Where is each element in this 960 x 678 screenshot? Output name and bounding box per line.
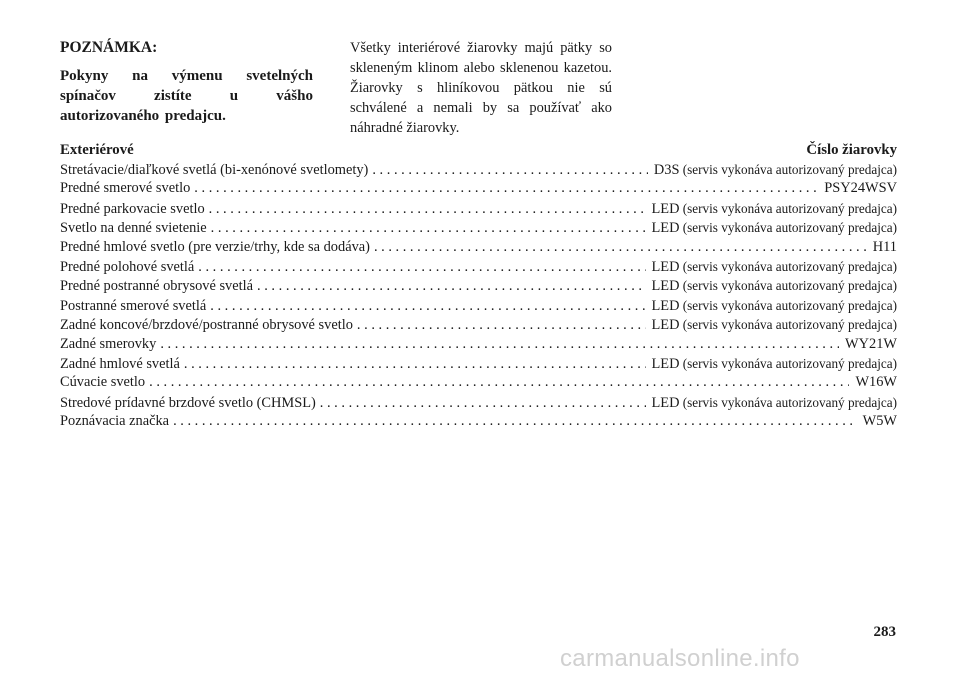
bulb-number-cell [652, 315, 898, 334]
bulb-number-cell [652, 276, 898, 295]
bulb-number-cell [863, 412, 897, 431]
dot-leader [211, 219, 646, 237]
service-note: (servis vykonáva autorizovaný predajca) [679, 297, 897, 313]
service-note: (servis vykonáva autorizovaný predajca) [679, 200, 897, 216]
service-note: (servis vykonáva autorizovaný predajca) [679, 258, 897, 274]
header-bulb-number: Číslo žiarovky [806, 142, 897, 158]
bulb-number: LED [651, 355, 680, 372]
dot-leader [173, 412, 857, 431]
table-row [60, 412, 897, 431]
bulb-location: Zadné hmlové svetlá [60, 355, 180, 372]
table-row [60, 315, 897, 334]
dot-leader [357, 316, 646, 334]
bulb-number: LED [651, 278, 680, 295]
bulb-location: Zadné smerovky [60, 335, 157, 352]
dot-leader [184, 355, 646, 373]
table-row [60, 276, 897, 295]
bulb-number-cell [855, 373, 897, 392]
dot-leader [210, 297, 645, 315]
table-row [60, 393, 897, 412]
bulb-number: W16W [855, 374, 897, 391]
bulb-number: LED [651, 258, 680, 275]
service-note: (servis vykonáva autorizovaný predajca) [679, 355, 897, 371]
service-note: (servis vykonáva autorizovaný predajca) [679, 220, 897, 236]
dot-leader [374, 238, 867, 257]
bulb-location: Stretávacie/diaľkové svetlá (bi-xenónové svetlomety) [60, 162, 369, 178]
note-box [60, 38, 313, 126]
bulb-number-cell [652, 218, 898, 237]
bulb-number: WY21W [845, 335, 897, 352]
bulb-number: LED [651, 297, 680, 314]
table-rows [60, 160, 897, 431]
bulb-location: Postranné smerové svetlá [60, 297, 207, 314]
bulb-number-cell [652, 257, 898, 276]
bulb-number: PSY24WSV [824, 180, 897, 197]
bulb-number: W5W [862, 413, 897, 430]
watermark: carmanualsonline.info [560, 645, 800, 672]
service-note: (servis vykonáva autorizovaný predajca) [679, 394, 897, 410]
page-number: 283 [873, 624, 896, 640]
table-row [60, 218, 897, 237]
table-row [60, 354, 897, 373]
table-header [60, 141, 897, 160]
bulb-location: Predné hmlové svetlo (pre verzie/trhy, kde sa dodáva) [60, 238, 370, 255]
dot-leader [194, 179, 818, 198]
bulb-location: Stredové prídavné brzdové svetlo (CHMSL) [60, 394, 316, 411]
table-row [60, 296, 897, 315]
bulb-number: LED [651, 317, 680, 334]
note-body: Pokyny na výmenu svetelných spínačov zistíte u vášho autorizovaného predajcu. [60, 68, 313, 124]
bulb-location: Predné polohové svetlá [60, 258, 195, 275]
dot-leader [209, 200, 646, 218]
bulb-number: LED [651, 220, 680, 237]
dot-leader [149, 373, 849, 392]
table-row [60, 373, 897, 392]
dot-leader [198, 258, 645, 276]
dot-leader [160, 335, 839, 354]
table-row [60, 179, 897, 198]
bulb-location: Predné postranné obrysové svetlá [60, 278, 254, 295]
table-row [60, 199, 897, 218]
bulb-number-cell [824, 179, 897, 198]
note-title: POZNÁMKA: [60, 39, 158, 56]
bulb-location: Predné smerové svetlo [60, 180, 191, 197]
bulb-number: H11 [872, 238, 897, 255]
dot-leader [320, 394, 646, 412]
bulb-number-cell [845, 335, 897, 354]
bulb-location: Predné parkovacie svetlo [60, 200, 205, 217]
dot-leader [257, 277, 645, 295]
table-row [60, 160, 897, 179]
bulb-number: LED [651, 394, 680, 411]
bulb-number: LED [651, 200, 680, 217]
bulb-number-cell [654, 160, 897, 179]
bulb-number-cell [652, 393, 898, 412]
bulb-number-cell [652, 296, 898, 315]
header-exterior: Exteriérové [60, 142, 134, 158]
service-note: (servis vykonáva autorizovaný predajca) [679, 317, 897, 333]
service-note: (servis vykonáva autorizovaný predajca) [679, 162, 897, 177]
bulb-number-cell [873, 238, 897, 257]
bulb-location: Svetlo na denné svietenie [60, 220, 207, 237]
bulb-location: Zadné koncové/brzdové/postranné obrysové svetlo [60, 317, 353, 334]
table-row [60, 238, 897, 257]
table-row [60, 335, 897, 354]
dot-leader [372, 161, 648, 179]
bulb-table [60, 141, 897, 431]
table-row [60, 257, 897, 276]
service-note: (servis vykonáva autorizovaný predajca) [679, 278, 897, 294]
bulb-number-cell [652, 354, 898, 373]
bulb-number-cell [652, 199, 898, 218]
bulb-location: Poznávacia značka [60, 413, 170, 430]
bulb-info-paragraph: Všetky interiérové žiarovky majú pätky so skleneným klinom alebo sklenenou kazetou. Žiarovky s hliníkovou pätkou nie sú schválené a nemali by sa používať ako náhradné žiarovky. [350, 40, 612, 136]
bulb-location: Cúvacie svetlo [60, 374, 146, 391]
bulb-number: D3S [653, 162, 680, 178]
